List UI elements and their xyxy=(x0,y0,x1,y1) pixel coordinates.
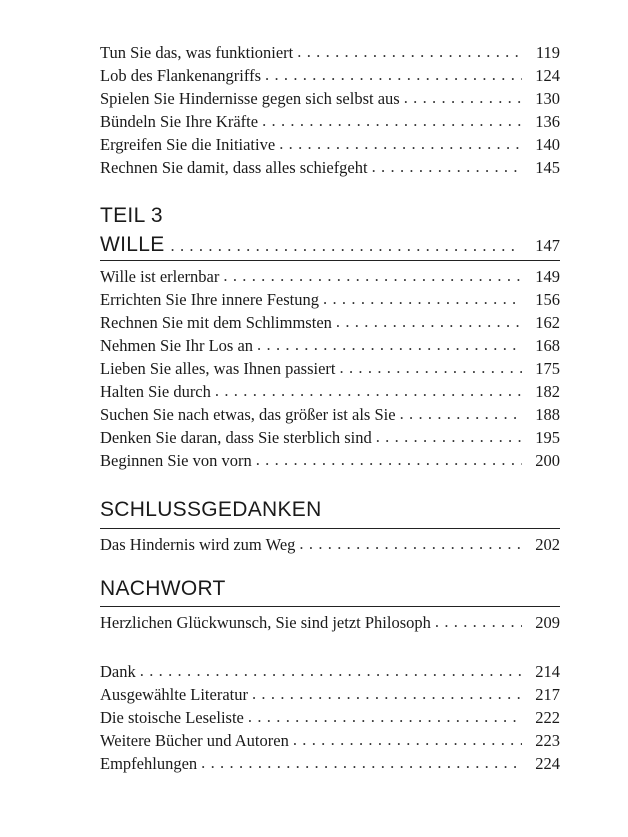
toc-entry-title: Rechnen Sie mit dem Schlimmsten xyxy=(100,313,332,332)
toc-entry[interactable] xyxy=(100,753,560,775)
dot-leader xyxy=(256,449,522,471)
section-heading-nachwort: NACHWORT xyxy=(100,577,226,600)
dot-leader xyxy=(336,311,522,333)
toc-entry-title: Tun Sie das, was funktioniert xyxy=(100,43,294,62)
toc-entry[interactable] xyxy=(100,661,560,683)
toc-entry-title: Empfehlungen xyxy=(100,754,198,773)
toc-entry[interactable] xyxy=(100,134,560,156)
toc-entry-title: Das Hindernis wird zum Weg xyxy=(100,535,296,554)
toc-entry-page: 175 xyxy=(535,359,560,378)
part-title-entry[interactable] xyxy=(100,233,560,261)
toc-entry-page: 145 xyxy=(535,158,560,177)
toc-entry-title: Nehmen Sie Ihr Los an xyxy=(100,336,254,355)
toc-entry[interactable] xyxy=(100,65,560,87)
toc-entry-page: 222 xyxy=(535,708,560,727)
toc-entry[interactable] xyxy=(100,684,560,706)
dot-leader xyxy=(262,110,522,132)
toc-entry-title: Denken Sie daran, dass Sie sterblich sind xyxy=(100,428,372,447)
toc-entry[interactable] xyxy=(100,266,560,288)
toc-entry-page: 188 xyxy=(535,405,560,424)
dot-leader xyxy=(376,426,522,448)
toc-entry-title: Ergreifen Sie die Initiative xyxy=(100,135,276,154)
section-divider xyxy=(100,606,560,607)
toc-entry-page: 214 xyxy=(535,662,560,681)
toc-entry-title: Halten Sie durch xyxy=(100,382,211,401)
dot-leader xyxy=(323,288,522,310)
toc-entry[interactable] xyxy=(100,157,560,179)
dot-leader xyxy=(257,334,522,356)
section-divider xyxy=(100,260,560,261)
toc-entry-page: 124 xyxy=(535,66,560,85)
section-divider xyxy=(100,528,560,529)
toc-entry-page: 224 xyxy=(535,754,560,773)
toc-entry-title: Errichten Sie Ihre innere Festung xyxy=(100,290,320,309)
dot-leader xyxy=(265,64,522,86)
toc-entry[interactable] xyxy=(100,534,560,556)
section-heading-schlussgedanken: SCHLUSSGEDANKEN xyxy=(100,498,322,521)
dot-leader xyxy=(248,706,522,728)
toc-entry-page: 140 xyxy=(535,135,560,154)
toc-entry[interactable] xyxy=(100,335,560,357)
toc-entry[interactable] xyxy=(100,381,560,403)
dot-leader xyxy=(215,380,522,402)
toc-entry-page: 217 xyxy=(535,685,560,704)
dot-leader xyxy=(340,357,522,379)
toc-entry[interactable] xyxy=(100,707,560,729)
toc-entry[interactable] xyxy=(100,358,560,380)
dot-leader xyxy=(252,683,522,705)
toc-entry-page: 168 xyxy=(535,336,560,355)
dot-leader xyxy=(201,752,522,774)
toc-entry[interactable] xyxy=(100,427,560,449)
toc-entry-page: 136 xyxy=(535,112,560,131)
toc-entry-title: Lob des Flankenangriffs xyxy=(100,66,261,85)
toc-entry-page: 223 xyxy=(535,731,560,750)
dot-leader xyxy=(400,403,522,425)
dot-leader xyxy=(299,533,522,555)
toc-entry-page: 209 xyxy=(535,613,560,632)
toc-entry-page: 130 xyxy=(535,89,560,108)
toc-entry[interactable] xyxy=(100,111,560,133)
toc-entry-page: 119 xyxy=(535,43,560,62)
toc-entry[interactable] xyxy=(100,42,560,64)
toc-entry-title: Wille ist erlernbar xyxy=(100,267,220,286)
toc-entry[interactable] xyxy=(100,312,560,334)
toc-entry-title: Herzlichen Glückwunsch, Sie sind jetzt Philosoph xyxy=(100,613,431,632)
toc-entry-page: 156 xyxy=(535,290,560,309)
toc-entry-page: 195 xyxy=(535,428,560,447)
toc-entry-title: Spielen Sie Hindernisse gegen sich selbst aus xyxy=(100,89,400,108)
toc-entry-title: Ausgewählte Literatur xyxy=(100,685,248,704)
dot-leader xyxy=(404,87,522,109)
toc-entry-title: Beginnen Sie von vorn xyxy=(100,451,252,470)
toc-entry-page: 149 xyxy=(535,267,560,286)
dot-leader xyxy=(171,236,520,256)
toc-entry-title: Suchen Sie nach etwas, das größer ist als Sie xyxy=(100,405,396,424)
toc-entry-page: 182 xyxy=(535,382,560,401)
dot-leader xyxy=(435,611,522,633)
toc-entry-page: 202 xyxy=(535,535,560,554)
toc-entry-title: Rechnen Sie damit, dass alles schiefgeht xyxy=(100,158,368,177)
dot-leader xyxy=(372,156,522,178)
toc-entry-title: Die stoische Leseliste xyxy=(100,708,244,727)
toc-entry-title: Lieben Sie alles, was Ihnen passiert xyxy=(100,359,336,378)
toc-entry-title: Bündeln Sie Ihre Kräfte xyxy=(100,112,259,131)
toc-entry-page: 200 xyxy=(535,451,560,470)
toc-entry[interactable] xyxy=(100,612,560,634)
dot-leader xyxy=(140,660,522,682)
dot-leader xyxy=(223,265,522,287)
toc-entry-title: Weitere Bücher und Autoren xyxy=(100,731,289,750)
toc-entry[interactable] xyxy=(100,88,560,110)
dot-leader xyxy=(293,729,522,751)
toc-entry-title: Dank xyxy=(100,662,136,681)
part-label: TEIL 3 xyxy=(100,204,163,227)
toc-entry-page: 162 xyxy=(535,313,560,332)
dot-leader xyxy=(279,133,522,155)
toc-entry[interactable] xyxy=(100,289,560,311)
part-title: WILLE xyxy=(100,233,165,256)
dot-leader xyxy=(297,41,522,63)
toc-entry[interactable] xyxy=(100,730,560,752)
toc-entry[interactable] xyxy=(100,450,560,472)
part-title-page: 147 xyxy=(535,236,560,255)
toc-entry[interactable] xyxy=(100,404,560,426)
